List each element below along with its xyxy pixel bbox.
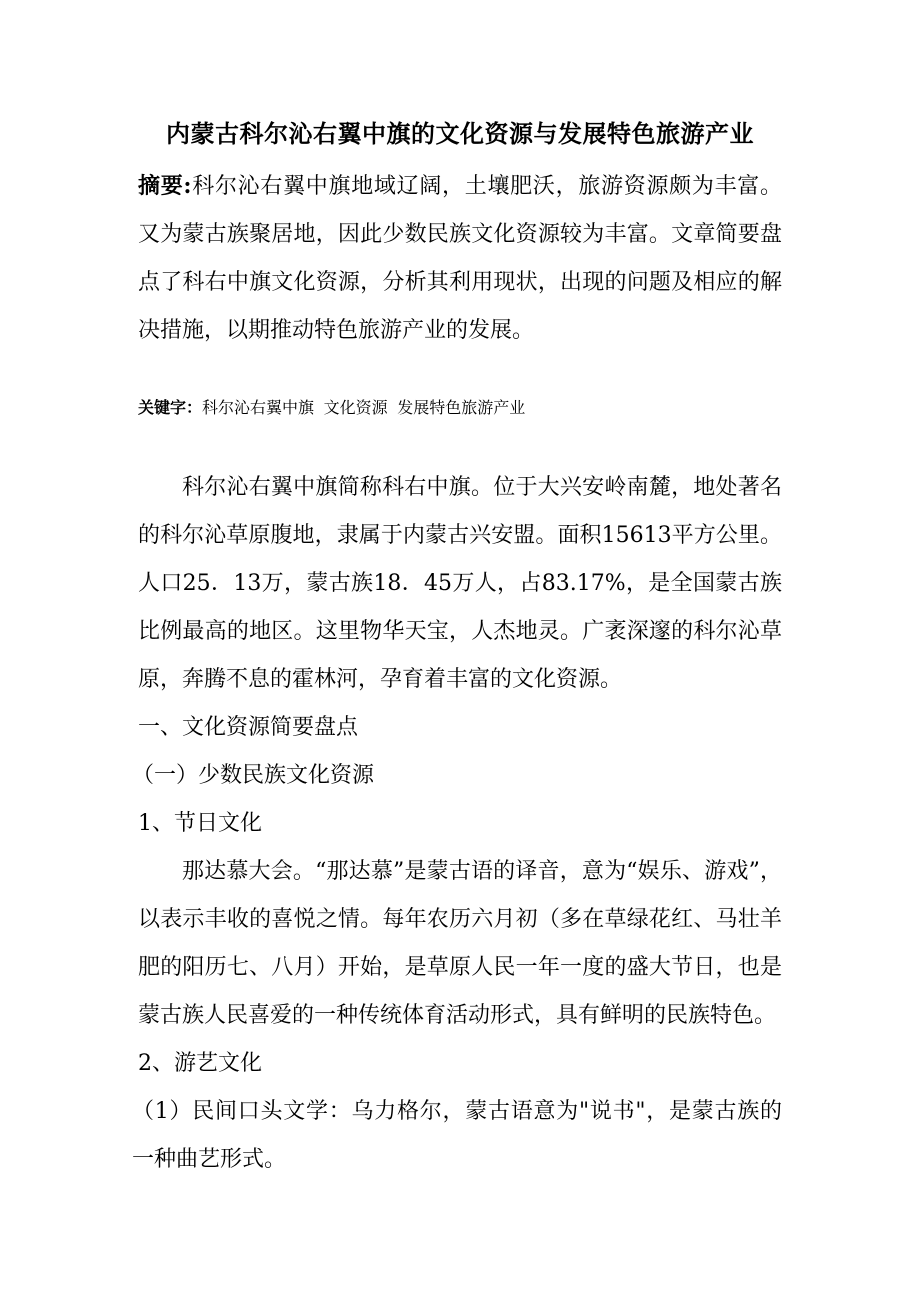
document-title: 内蒙古科尔沁右翼中旗的文化资源与发展特色旅游产业 <box>166 119 754 148</box>
abstract-text: 科尔沁右翼中旗地域辽阔，土壤肥沃，旅游资源颇为丰富。又为蒙古族聚居地，因此少数民族文化资源较为丰富。文章简要盘点了科右中旗文化资源，分析其利用现状，出现的问题及相应的解决措施，以期推动特色旅游产业的发展。 <box>138 174 782 343</box>
item-heading-entertainment: 2、游艺文化 <box>138 1051 262 1076</box>
keywords-text: 科尔沁右翼中旗 文化资源 发展特色旅游产业 <box>202 398 526 417</box>
item-heading-festival: 1、节日文化 <box>138 811 262 836</box>
keywords-label: 关键字： <box>138 398 203 417</box>
section-heading-1: 一、文化资源简要盘点 <box>138 715 359 740</box>
subsection-heading-1: （一）少数民族文化资源 <box>132 763 375 788</box>
naadam-paragraph: 那达慕大会。“那达慕”是蒙古语的译音，意为“娱乐、游戏”，以表示丰收的喜悦之情。每年农历六月初（多在草绿花红、马壮羊肥的阳历七、八月）开始，是草原人民一年一度的盛大节日，也是蒙古族人民喜爱的一种传统体育活动形式，具有鲜明的民族特色。 <box>138 859 782 1028</box>
intro-paragraph: 科尔沁右翼中旗简称科右中旗。位于大兴安岭南麓，地处著名的科尔沁草原腹地，隶属于内蒙古兴安盟。面积15613平方公里。人口25．13万，蒙古族18．45万人，占83.17%，是全国蒙古族比例最高的地区。这里物华天宝，人杰地灵。广袤深邃的科尔沁草原，奔腾不息的霍林河，孕育着丰富的文化资源。 <box>138 475 782 692</box>
abstract-paragraph <box>138 162 782 355</box>
abstract-label: 摘要: <box>138 173 192 199</box>
keywords-line <box>138 392 782 424</box>
folk-literature-paragraph: （1）民间口头文学：乌力格尔，蒙古语意为"说书"，是蒙古族的一种曲艺形式。 <box>132 1099 782 1172</box>
